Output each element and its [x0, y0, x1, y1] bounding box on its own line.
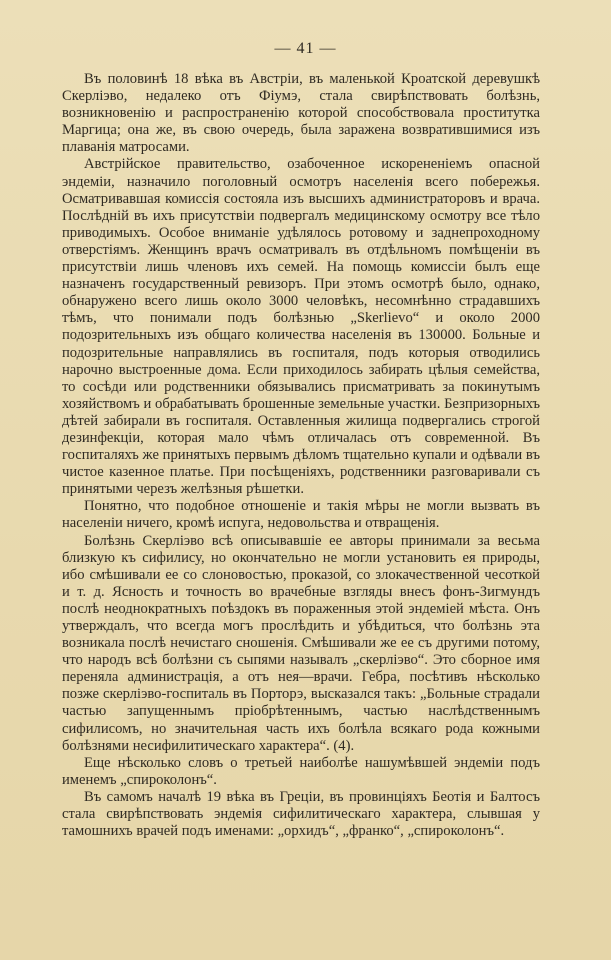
- paragraph: Австрійское правительство, озабоченное искорененіемъ опасной эндеміи, назначило поголовный осмотръ населенія всего побережья. Осматривавшая комиссія состояла изъ высшихъ администраторовъ и врача. Послѣдній въ ихъ присутствіи подвергалъ медицинскому осмотру все тѣло приводимыхъ. Особое вниманіе удѣлялось ротовому и заднепроходному отверстіямъ. Женщинъ врачъ осматривалъ въ отдѣльномъ помѣщеніи въ присутствіи лишь членовъ ихъ семей. На помощь комиссіи былъ еще назначенъ государственный ревизоръ. При этомъ осмотрѣ было, однако, обнаружено всего лишь около 3000 человѣкъ, несомнѣнно страдавшихъ тѣмъ, что понимали подъ болѣзнью „Skerlievo“ и около 2000 подозрительныхъ изъ общаго количества населенія въ 130000. Больные и подозрительные направлялись въ госпиталя, подъ которыя отводились нарочно выстроенные дома. Если приходилось забирать цѣлыя семейства, то сосѣди или родственники обязывались присматривать за покинутымъ хозяйствомъ и обрабатывать брошенные земельные участки. Безпризорныхъ дѣтей забирали въ госпиталя. Оставленныя жилища подвергались строгой дезинфекціи, которая мало чѣмъ отличалась отъ современной. Въ госпиталяхъ же принятыхъ первымъ дѣломъ тщательно купали и одѣвали въ чистое казенное платье. При посѣщеніяхъ, родственники разговаривали съ принятыми черезъ желѣзныя рѣшетки.: [62, 156, 540, 498]
- paragraph: Въ половинѣ 18 вѣка въ Австріи, въ маленькой Кроатской деревушкѣ Скерліэво, недалеко отъ Фіумэ, стала свирѣпствовать болѣзнь, возникновенію и распространенію которой способствовала проститутка Маргица; она же, въ свою очередь, была заражена возвратившимися изъ плаванія матросами.: [62, 71, 540, 156]
- paragraph: Понятно, что подобное отношеніе и такія мѣры не могли вызвать въ населеніи ничего, кромѣ испуга, недовольства и отвращенія.: [62, 498, 540, 532]
- paragraph: Болѣзнь Скерліэво всѣ описывавшіе ее авторы принимали за весьма близкую къ сифилису, но окончательно не могли установить ея природы, ибо смѣшивали ее со слоновостью, проказой, со злокачественной чесоткой и т. д. Ясность и точность во врачебные взгляды внесъ фонъ-Зигмундъ послѣ неоднократныхъ поѣздокъ въ пораженныя этой эндеміей мѣста. Онъ утверждалъ, что всегда могъ прослѣдить и убѣдиться, что болѣзнь эта возникала послѣ нечистаго сношенія. Смѣшивали же ее съ другими потому, что народъ всѣ болѣзни съ сыпями называлъ „скерліэво“. Это сборное имя переняла администрація, а отъ нея—врачи. Гебра, посѣтивъ нѣсколько позже скерліэво-госпиталь въ Порторэ, высказался такъ: „Больные страдали частью запущеннымъ пріобрѣтеннымъ, частью наслѣдственнымъ сифилисомъ, но значительная часть ихъ болѣла всякаго рода кожными болѣзнями несифилитическаго характера“. (4).: [62, 532, 540, 754]
- paragraph: Въ самомъ началѣ 19 вѣка въ Греціи, въ провинціяхъ Беотія и Балтосъ стала свирѣпствовать эндемія сифилитическаго характера, слывшая у тамошнихъ врачей подъ именами: „орхидъ“, „франко“, „спироколонъ“.: [62, 788, 540, 840]
- page-number: — 41 —: [274, 40, 337, 57]
- paragraph: Еще нѣсколько словъ о третьей наиболѣе нашумѣвшей эндеміи подъ именемъ „спироколонъ“.: [62, 754, 540, 788]
- page-body-text: [62, 71, 540, 840]
